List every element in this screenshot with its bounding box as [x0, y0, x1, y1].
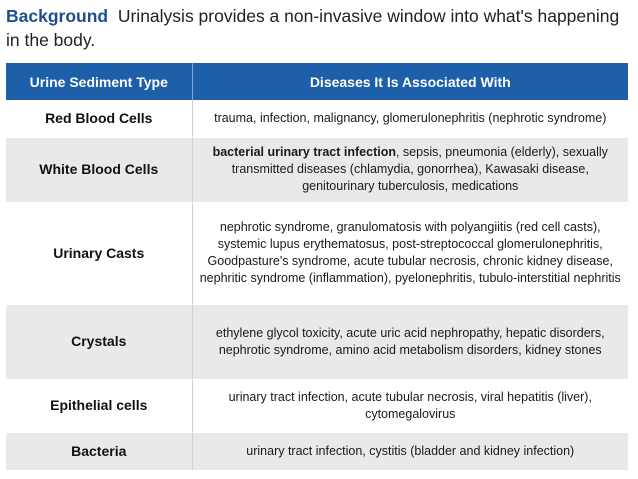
diseases-cell — [192, 137, 628, 202]
diseases-bold-text: bacterial urinary tract infection — [212, 145, 396, 159]
sediment-type-cell: Epithelial cells — [6, 379, 192, 432]
diseases-text: urinary tract infection, acute tubular necrosis, viral hepatitis (liver), cytomegalovirus — [228, 389, 592, 421]
background-heading — [6, 4, 632, 52]
table-row — [6, 432, 628, 470]
sediment-type-cell: Bacteria — [6, 432, 192, 470]
diseases-text: urinary tract infection, cystitis (bladder and kidney infection) — [246, 443, 575, 458]
diseases-text: ethylene glycol toxicity, acute uric acid nephropathy, hepatic disorders, nephrotic syndrome, amino acid metabolism disorders, kidney stones — [215, 325, 605, 357]
table-header-row — [6, 63, 628, 100]
diseases-cell — [192, 202, 628, 304]
table-row — [6, 304, 628, 379]
background-label: Background — [6, 6, 109, 26]
sediment-table — [6, 63, 628, 471]
diseases-cell — [192, 379, 628, 432]
table-row — [6, 100, 628, 137]
sediment-type-cell: Crystals — [6, 304, 192, 379]
diseases-cell — [192, 100, 628, 137]
diseases-cell — [192, 432, 628, 470]
diseases-text: , sepsis, pneumonia (elderly), sexually transmitted diseases (chlamydia, gonorrhea), Kawasaki disease, genitourinary tuberculosis, medications — [231, 145, 608, 193]
diseases-cell — [192, 304, 628, 379]
column-header-diseases: Diseases It Is Associated With — [192, 63, 628, 100]
sediment-type-cell: Urinary Casts — [6, 202, 192, 304]
sediment-type-cell: Red Blood Cells — [6, 100, 192, 137]
sediment-type-cell: White Blood Cells — [6, 137, 192, 202]
diseases-text: nephrotic syndrome, granulomatosis with polyangiitis (red cell casts), systemic lupus erythematosus, post-streptococcal glomerulonephritis, Goodpasture's syndrome, acute tubular necrosis, chronic kidney disease, nephritic syndrome (inflammation), pyelonephritis, tubulo-interstitial nephritis — [199, 220, 621, 285]
column-header-sediment-type: Urine Sediment Type — [6, 63, 192, 100]
table-row — [6, 379, 628, 432]
table-row — [6, 137, 628, 202]
table-row — [6, 202, 628, 304]
background-text: Urinalysis provides a non-invasive window into what's happening in the body. — [6, 6, 620, 50]
diseases-text: trauma, infection, malignancy, glomerulonephritis (nephrotic syndrome) — [214, 110, 607, 125]
